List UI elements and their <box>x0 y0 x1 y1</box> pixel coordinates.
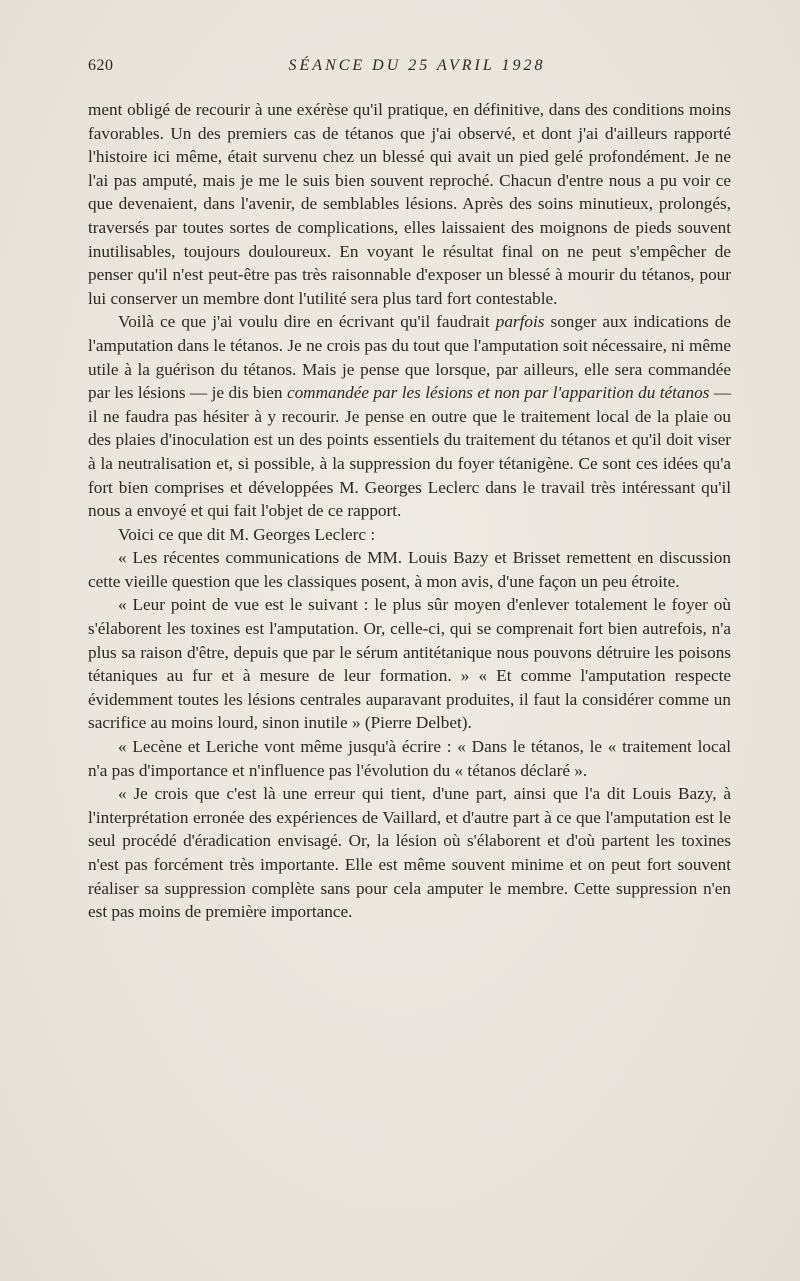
page-header <box>88 57 728 81</box>
text-run: « Les récentes communications de MM. Louis Bazy et Brisset remettent en discussion cette vieille question que les classiques posent, à mon avis, d'une façon un peu étroite. <box>88 548 731 591</box>
text-run: — il ne faudra pas hésiter à y recourir. Je pense en outre que le traitement local de la plaie ou des plaies d'inoculation est un des points essentiels du traitement du tétanos et qu'il doit viser à la neutralisation et, si possible, à la suppression du foyer tétanigène. Ce sont ces idées qu'a fort bien comprises et développées M. Georges Leclerc dans le travail très intéressant qu'il nous a envoyé et qui fait l'objet de ce rapport. <box>88 383 732 521</box>
text-run: « Lecène et Leriche vont même jusqu'à écrire : « Dans le tétanos, le « traitement local n'a pas d'importance et n'influence pas l'évolution du « tétanos déclaré ». <box>88 737 731 780</box>
italic-text-run: parfois <box>495 312 545 332</box>
text-run: ment obligé de recourir à une exérèse qu'il pratique, en définitive, dans des conditions moins favorables. Un des premiers cas de tétanos que j'ai observé, et dont j'ai d'ailleurs rapporté l'histoire ici même, était survenu chez un blessé qui avait un pied gelé profondément. Je ne l'ai pas amputé, mais je me le suis bien souvent reproché. Chacun d'entre nous a pu voir ce que devenaient, dans l'avenir, de semblables lésions. Après des soins minutieux, prolongés, traversés par toutes sortes de complications, elles laissaient des moignons de pieds souvent inutilisables, toujours douloureux. En voyant le résultat final on ne peut s'empêcher de penser qu'il n'est peut-être pas très raisonnable d'exposer un blessé à mourir du tétanos, pour lui conserver un membre dont l'utilité sera plus tard fort contestable. <box>88 100 731 308</box>
paragraph <box>88 98 731 310</box>
italic-text-run: commandée par les lésions et non par l'apparition du tétanos <box>286 383 710 403</box>
body-text <box>88 98 731 924</box>
paragraph <box>88 523 731 547</box>
page-number: 620 <box>88 57 114 74</box>
text-run: Voilà ce que j'ai voulu dire en écrivant qu'il faudrait <box>118 312 496 332</box>
paragraph <box>88 546 731 593</box>
text-run: « Leur point de vue est le suivant : le plus sûr moyen d'enlever totalement le foyer où s'élaborent les toxines est l'amputation. Or, celle-ci, qui se comprenait fort bien autrefois, n'a plus sa raison d'être, depuis que par le sérum antitétanique nous pouvons détruire les poisons tétaniques au fur et à mesure de leur formation. » « Et comme l'amputation respecte évidemment toutes les lésions centrales auparavant produites, il faut la considérer comme un sacrifice au moins lourd, sinon inutile » (Pierre Delbet). <box>88 595 731 733</box>
text-run: « Je crois que c'est là une erreur qui tient, d'une part, ainsi que l'a dit Louis Bazy, à l'interprétation erronée des expériences de Vaillard, et d'autre part à ce que l'amputation est le seul procédé d'éradication envisagé. Or, la lésion où s'élaborent et d'où partent les toxines n'est pas forcément très importante. Elle est même souvent minime et on peut fort souvent réaliser sa suppression complète sans pour cela amputer le membre. Cette suppression n'en est pas moins de première importance. <box>88 784 731 922</box>
text-run: songer aux indications de l'amputation dans le tétanos. Je ne crois pas du tout que l'amputation soit nécessaire, ni même utile à la guérison du tétanos. Mais je pense que lorsque, par ailleurs, elle sera commandée par les lésions — je dis bien <box>88 312 731 403</box>
paragraph <box>88 310 731 522</box>
running-title: SÉANCE DU 25 AVRIL 1928 <box>288 57 546 74</box>
paragraph <box>88 782 731 924</box>
paragraph <box>88 735 731 782</box>
paragraph <box>88 593 731 735</box>
text-run: Voici ce que dit M. Georges Leclerc : <box>118 524 376 544</box>
